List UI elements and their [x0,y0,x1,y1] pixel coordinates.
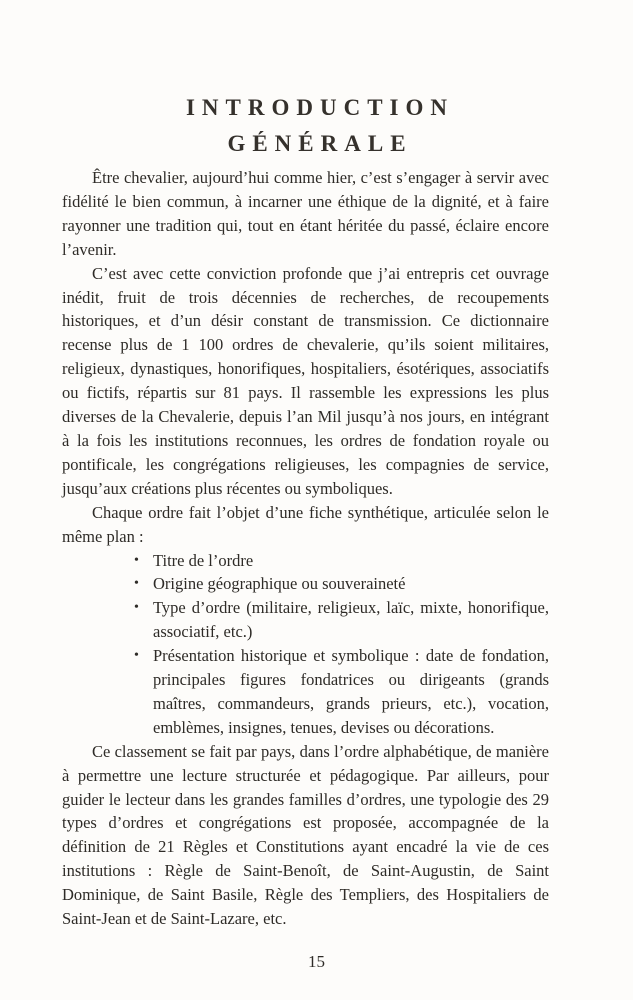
bullet-icon: • [134,600,139,616]
body-text-block [62,166,549,931]
paragraph-classement: Ce classement se fait par pays, dans l’ordre alphabétique, de manière à permettre une lecture structurée et pédagogique. Par ailleurs, pour guider le lecteur dans les grandes familles d’ordres, une typologie des 29 types d’ordres et congrégations est proposée, accompagnée de la définition de 21 Règles et Constitutions ayant encadré la vie de ces institutions : Règle de Saint-Benoît, de Saint-Augustin, de Saint Dominique, de Saint Basile, Règle des Templiers, des Hospitaliers de Saint-Jean et de Saint-Lazare, etc. [62,741,549,929]
list-item-text: Type d’ordre (militaire, religieux, laïc, mixte, honorifique, associatif, etc.) [153,598,549,642]
paragraph-fiche-plan: Chaque ordre fait l’objet d’une fiche synthétique, articulée selon le même plan : [62,502,549,546]
list-item-text: Présentation historique et symbolique : date de fondation, principales figures fondatrices ou dirigeants (grands maîtres, commandeurs, grands prieurs, etc.), vocation, emblèmes, insignes, tenues, devises ou décorations. [153,646,549,737]
page-title-line-2: GÉNÉRALE [227,131,413,156]
bullet-icon: • [134,648,139,664]
bullet-list [62,549,549,740]
list-item-text: Titre de l’ordre [153,550,254,570]
list-item [132,549,549,573]
page-number: 15 [308,952,325,971]
paragraph-conviction: C’est avec cette conviction profonde que j’ai entrepris cet ouvrage inédit, fruit de trois décennies de recherches, de recoupements historiques, et d’un désir constant de transmission. Ce dictionnaire recense plus de 1 100 ordres de chevalerie, qu’ils soient militaires, religieux, dynastiques, honorifiques, hospitaliers, ésotériques, associatifs ou fictifs, répartis sur 81 pays. Il rassemble les expressions les plus diverses de la Chevalerie, depuis l’an Mil jusqu’à nos jours, en intégrant à la fois les institutions reconnues, les ordres de fondation royale ou pontificale, les congrégations religieuses, les compagnies de service, jusqu’aux créations plus récentes ou symboliques. [62,263,549,498]
list-item [132,644,549,740]
page-title [0,0,633,162]
list-item-text: Origine géographique ou souveraineté [153,574,406,594]
list-item [132,572,549,596]
paragraph-intro: Être chevalier, aujourd’hui comme hier, c’est s’engager à servir avec fidélité le bien commun, à incarner une éthique de la dignité, et à faire rayonner une tradition qui, tout en étant héritée du passé, éclaire encore l’avenir. [62,168,549,259]
bullet-icon: • [134,576,139,592]
page-title-line-1: INTRODUCTION [185,95,455,120]
list-item [132,596,549,644]
bullet-icon: • [134,552,139,568]
